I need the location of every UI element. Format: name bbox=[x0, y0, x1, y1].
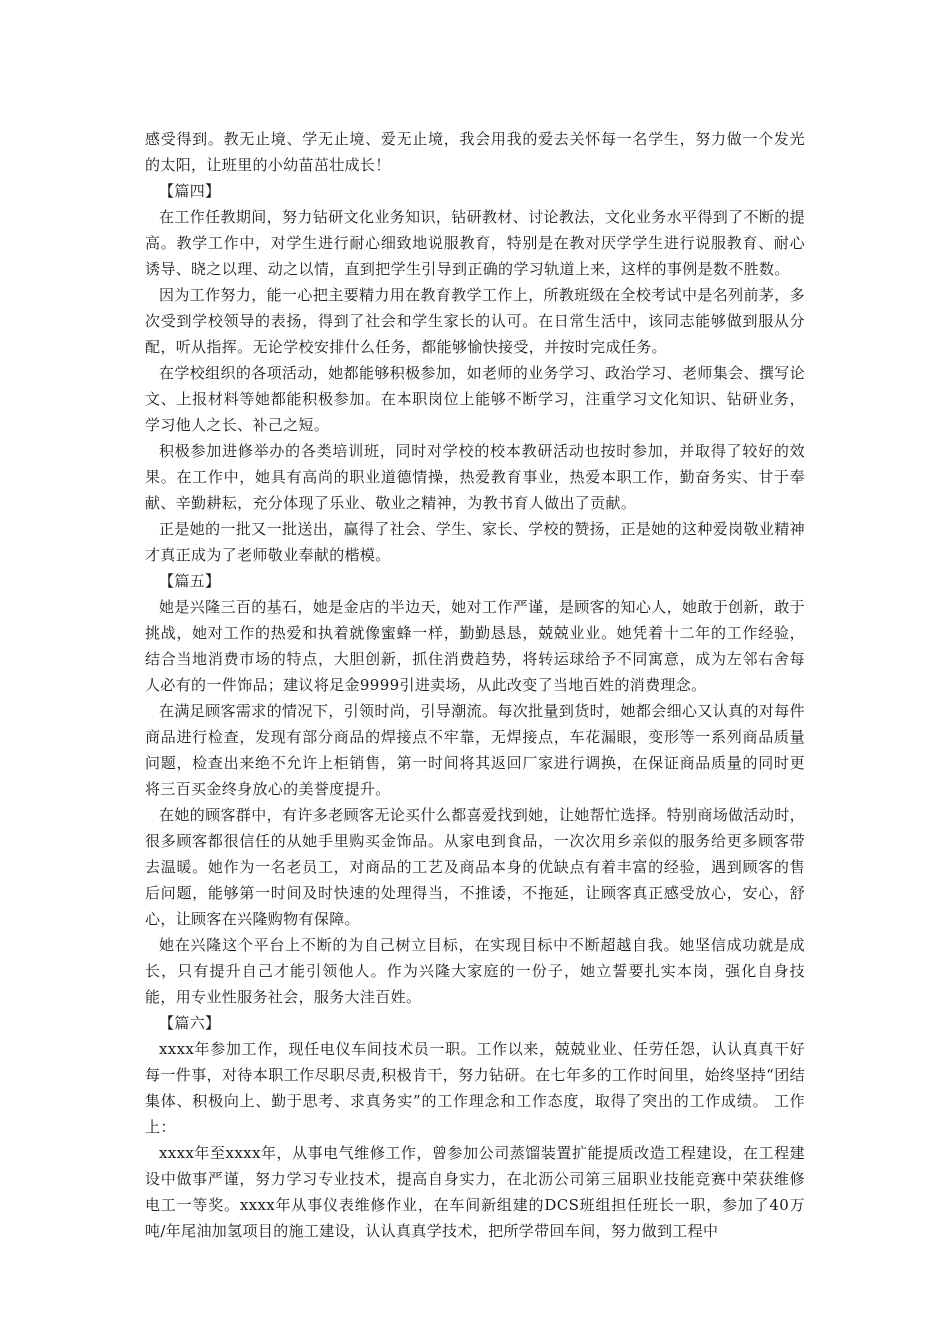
paragraph: 在工作任教期间，努力钻研文化业务知识，钻研教材、讨论教法，文化业务水平得到了不断的提高。教学工作中，对学生进行耐心细致地说服教育，特别是在教对厌学学生进行说服教育、耐心诱导、晓之以理、动之以情，直到把学生引导到正确的学习轨道上来，这样的事例是数不胜数。 bbox=[145, 208, 805, 278]
paragraph: xxxx年参加工作，现任电仪车间技术员一职。工作以来，兢兢业业、任劳任怨，认认真真干好每一件事，对待本职工作尽职尽责,积极肯干，努力钻研。在七年多的工作时间里，始终坚持“团结集体、积极向上、勤于思考、求真务实”的工作理念和工作态度，取得了突出的工作成绩。 工作上： bbox=[145, 1040, 805, 1136]
paragraph: 在学校组织的各项活动，她都能够积极参加，如老师的业务学习、政治学习、老师集会、撰写论文、上报材料等她都能积极参加。在本职岗位上能够不断学习，注重学习文化知识、钻研业务，学习他人之长、补己之短。 bbox=[145, 364, 805, 434]
paragraph: 在她的顾客群中，有许多老顾客无论买什么都喜爱找到她，让她帮忙选择。特别商场做活动时，很多顾客都很信任的从她手里购买金饰品。从家电到食品，一次次用乡亲似的服务给更多顾客带去温暖。她作为一名老员工，对商品的工艺及商品本身的优缺点有着丰富的经验，遇到顾客的售后问题，能够第一时间及时快速的处理得当，不推诿，不拖延，让顾客真正感受放心，安心，舒心，让顾客在兴隆购物有保障。 bbox=[145, 806, 805, 928]
paragraph: 积极参加进修举办的各类培训班，同时对学校的校本教研活动也按时参加，并取得了较好的效果。在工作中，她具有高尚的职业道德情操，热爱教育事业，热爱本职工作，勤奋务实、甘于奉献、辛勤耕耘，充分体现了乐业、敬业之精神，为教书育人做出了贡献。 bbox=[145, 442, 805, 512]
paragraph: 在满足顾客需求的情况下，引领时尚，引导潮流。每次批量到货时，她都会细心又认真的对每件商品进行检查，发现有部分商品的焊接点不牢靠，无焊接点，车花漏眼，变形等一系列商品质量问题，检查出来绝不允许上柜销售，第一时间将其返回厂家进行调换，在保证商品质量的同时更将三百买金终身放心的美誉度提升。 bbox=[145, 702, 805, 798]
paragraph: 她是兴隆三百的基石，她是金店的半边天，她对工作严谨，是顾客的知心人，她敢于创新，敢于挑战，她对工作的热爱和执着就像蜜蜂一样，勤勤恳恳，兢兢业业。她凭着十二年的工作经验，结合当地消费市场的特点，大胆创新，抓住消费趋势，将转运球给予不同寓意，成为左邻右舍每人必有的一件饰品；建议将足金9999引进卖场，从此改变了当地百姓的消费理念。 bbox=[145, 598, 805, 694]
paragraph: xxxx年至xxxx年，从事电气维修工作，曾参加公司蒸馏装置扩能提质改造工程建设，在工程建设中做事严谨，努力学习专业技术，提高自身实力，在北沥公司第三届职业技能竞赛中荣获维修电工一等奖。xxxx年从事仪表维修作业，在车间新组建的DCS班组担任班长一职，参加了40万吨/年尾油加氢项目的施工建设，认认真真学技术，把所学带回车间，努力做到工程中 bbox=[145, 1144, 805, 1240]
document-page bbox=[145, 126, 805, 1244]
section-heading-4: 【篇四】 bbox=[159, 182, 221, 200]
section-heading-5: 【篇五】 bbox=[159, 572, 221, 590]
paragraph: 她在兴隆这个平台上不断的为自己树立目标，在实现目标中不断超越自我。她坚信成功就是成长，只有提升自己才能引领他人。作为兴隆大家庭的一份子，她立誓要扎实本岗，强化自身技能，用专业性服务社会，服务大洼百姓。 bbox=[145, 936, 805, 1006]
paragraph: 因为工作努力，能一心把主要精力用在教育教学工作上，所教班级在全校考试中是名列前茅，多次受到学校领导的表扬，得到了社会和学生家长的认可。在日常生活中，该同志能够做到服从分配，听从指挥。无论学校安排什么任务，都能够愉快接受，并按时完成任务。 bbox=[145, 286, 805, 356]
paragraph: 正是她的一批又一批送出，赢得了社会、学生、家长、学校的赞扬，正是她的这种爱岗敬业精神才真正成为了老师敬业奉献的楷模。 bbox=[145, 520, 805, 564]
section-heading-6: 【篇六】 bbox=[159, 1014, 221, 1032]
paragraph-continuation: 感受得到。教无止境、学无止境、爱无止境，我会用我的爱去关怀每一名学生，努力做一个发光的太阳，让班里的小幼苗茁壮成长！ bbox=[145, 130, 805, 174]
